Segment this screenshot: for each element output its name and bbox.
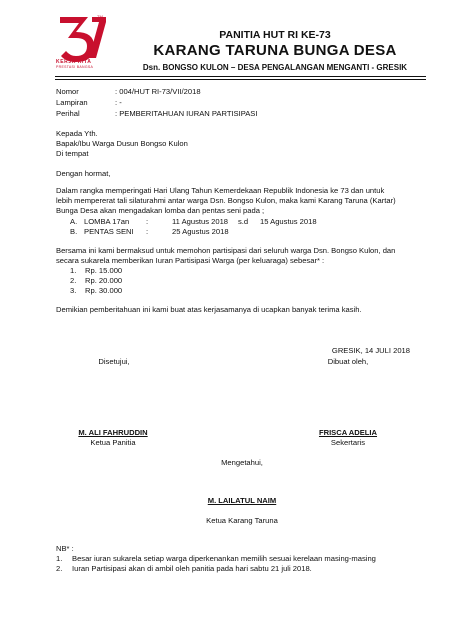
note-marker: 1. [56, 554, 63, 563]
known-label: Mengetahui, [221, 458, 263, 467]
notes-label: NB* : [56, 544, 74, 553]
amount-marker: 3. [70, 286, 77, 295]
recipient-line: Kepada Yth. [56, 129, 98, 138]
nomor-value: : 004/HUT RI-73/VII/2018 [115, 87, 201, 96]
paragraph-line: secara sukarela memberikan Iuran Partisipasi Warga (per keluaraga) sebesar* : [56, 256, 325, 265]
event-date: 25 Agustus 2018 [172, 227, 229, 236]
paragraph-line: lebih mempererat tali silaturahmi antar warga Dsn. Bongso Kulon, maka kami Karang Taruna (Kartar) [56, 196, 396, 205]
event-sd: s.d [238, 217, 249, 226]
right-signer-name: FRISCA ADELIA [318, 428, 378, 437]
recipient-line: Di tempat [56, 149, 89, 158]
header-organization: KARANG TARUNA BUNGA DESA [153, 42, 397, 59]
perihal-value: : PEMBERITAHUAN IURAN PARTISIPASI [115, 109, 258, 118]
event-date: 11 Agustus 2018 [172, 217, 229, 226]
amount-value: Rp. 20.000 [85, 276, 123, 285]
logo-subtitle: PRESTASI BANGSA [56, 65, 94, 69]
header-divider-thick [55, 76, 426, 77]
event-colon: : [146, 227, 149, 236]
note-text: Iuran Partisipasi akan di ambil oleh panitia pada hari sabtu 21 juli 2018. [72, 564, 312, 573]
perihal-label: Perihal [56, 109, 80, 118]
event-colon: : [146, 217, 149, 226]
amount-value: Rp. 15.000 [85, 266, 123, 275]
trademark-mark: TM [97, 14, 103, 19]
event-marker: A. [70, 217, 78, 226]
amount-marker: 2. [70, 276, 77, 285]
recipient-line: Bapak/Ibu Warga Dusun Bongso Kulon [56, 139, 188, 148]
nomor-label: Nomor [56, 87, 79, 96]
greeting: Dengan hormat, [56, 169, 111, 178]
made-by-label: Dibuat oleh, [327, 357, 369, 366]
left-signer-name: M. ALI FAHRUDDIN [78, 428, 148, 437]
lampiran-value: : - [115, 98, 122, 107]
approved-label: Disetujui, [98, 357, 130, 366]
paragraph-line: Bersama ini kami bermaksud untuk memohon partisipasi dari seluruh warga Dsn. Bongso Kulon, dan [56, 246, 396, 255]
left-signer-title: Ketua Panitia [90, 438, 136, 447]
closing-sentence: Demikian pemberitahuan ini kami buat atas kerjasamanya di ucapkan banyak terima kasih. [56, 305, 362, 314]
lampiran-label: Lampiran [56, 98, 88, 107]
place-date: GRESIK, 14 JULI 2018 [331, 346, 410, 355]
event-name: LOMBA 17an [84, 217, 130, 226]
paragraph-line: Bunga Desa akan mengadakan lomba dan pentas seni pada ; [56, 206, 265, 215]
center-signer-title: Ketua Karang Taruna [206, 516, 278, 525]
paragraph-line: Dalam rangka memperingati Hari Ulang Tahun Kemerdekaan Republik Indonesia ke 73 dan untuk [56, 186, 385, 195]
logo-tagline: KERJA KITA [56, 59, 92, 65]
event-marker: B. [70, 227, 78, 236]
header-committee: PANITIA HUT RI KE-73 [219, 29, 331, 41]
event-date-end: 15 Agustus 2018 [260, 217, 317, 226]
amount-marker: 1. [70, 266, 77, 275]
center-signer-name: M. LAILATUL NAIM [207, 496, 277, 505]
note-marker: 2. [56, 564, 63, 573]
header-divider-thin [55, 79, 426, 80]
header-address: Dsn. BONGSO KULON – DESA PENGALANGAN MENGANTI - GRESIK [142, 63, 408, 72]
event-name: PENTAS SENI [84, 227, 134, 236]
right-signer-title: Sekertaris [330, 438, 366, 447]
amount-value: Rp. 30.000 [85, 286, 123, 295]
note-text: Besar iuran sukarela setiap warga diperkenankan memilih sesuai kerelaan masing-masing [72, 554, 376, 563]
